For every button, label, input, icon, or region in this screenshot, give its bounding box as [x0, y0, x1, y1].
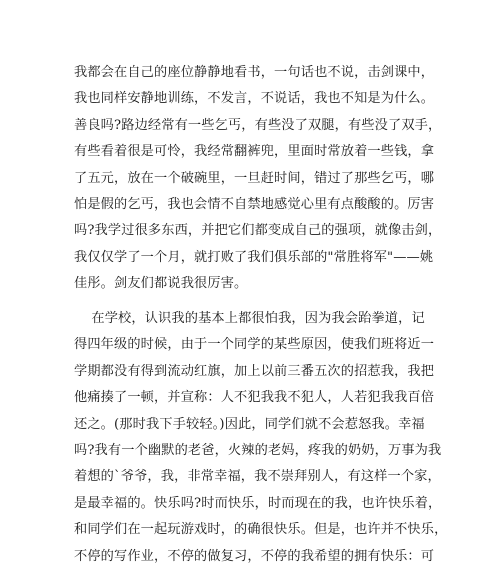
text-line: 吗?我学过很多东西，并把它们都变成自己的强项，就像击剑， [74, 223, 442, 239]
text-line: 我也同样安静地训练，不发言，不说话，我也不知是为什么。 [74, 91, 435, 107]
text-line: 他痛揍了一顿，并宣称：人不犯我我不犯人，人若犯我我百倍 [74, 390, 435, 406]
text-line: 了五元，放在一个破碗里，一旦赶时间，错过了那些乞丐，哪 [74, 170, 435, 186]
text-line: 佳彤。剑友们都说我很厉害。 [74, 276, 248, 292]
text-line: 还之。(那时我下手较轻。)因此，同学们就不会惹怒我。幸福 [74, 416, 425, 432]
text-line: 不停的写作业，不停的做复习，不停的我希望的拥有快乐：可 [74, 548, 435, 564]
text-line: 和同学们在一起玩游戏时，的确很快乐。但是，也许并不快乐， [74, 522, 448, 538]
text-line: 怕是假的乞丐，我也会情不自禁地感觉心里有点酸酸的。厉害 [74, 196, 435, 212]
text-line: 在学校，认识我的基本上都很怕我，因为我会跆拳道，记 [74, 311, 425, 326]
paragraph-1 [74, 60, 442, 298]
text-line: 得四年级的时候，由于一个同学的某些原因，使我们班将近一 [74, 337, 435, 353]
text-line: 是最幸福的。快乐吗?时而快乐，时而现在的我，也许快乐着， [74, 495, 442, 511]
text-line: 我仅仅学了一个月，就打败了我们俱乐部的"常胜将军"——姚 [74, 249, 434, 265]
text-line: 有些看着很是可怜，我经常翻裤兜，里面时常放着一些钱，拿 [74, 144, 435, 160]
text-line: 着想的`爷爷，我，非常幸福，我不崇拜别人，有这样一个家， [74, 469, 441, 485]
text-line: 我都会在自己的座位静静地看书，一句话也不说，击剑课中， [74, 65, 435, 80]
paragraph-2 [74, 306, 448, 570]
text-line: 善良吗?路边经常有一些乞丐，有些没了双腿，有些没了双手， [74, 117, 442, 133]
text-line: 吗?我有一个幽默的老爸，火辣的老妈，疼我的奶奶，万事为我 [74, 442, 442, 458]
text-line: 学期都没有得到流动红旗，加上以前三番五次的招惹我，我把 [74, 363, 435, 379]
